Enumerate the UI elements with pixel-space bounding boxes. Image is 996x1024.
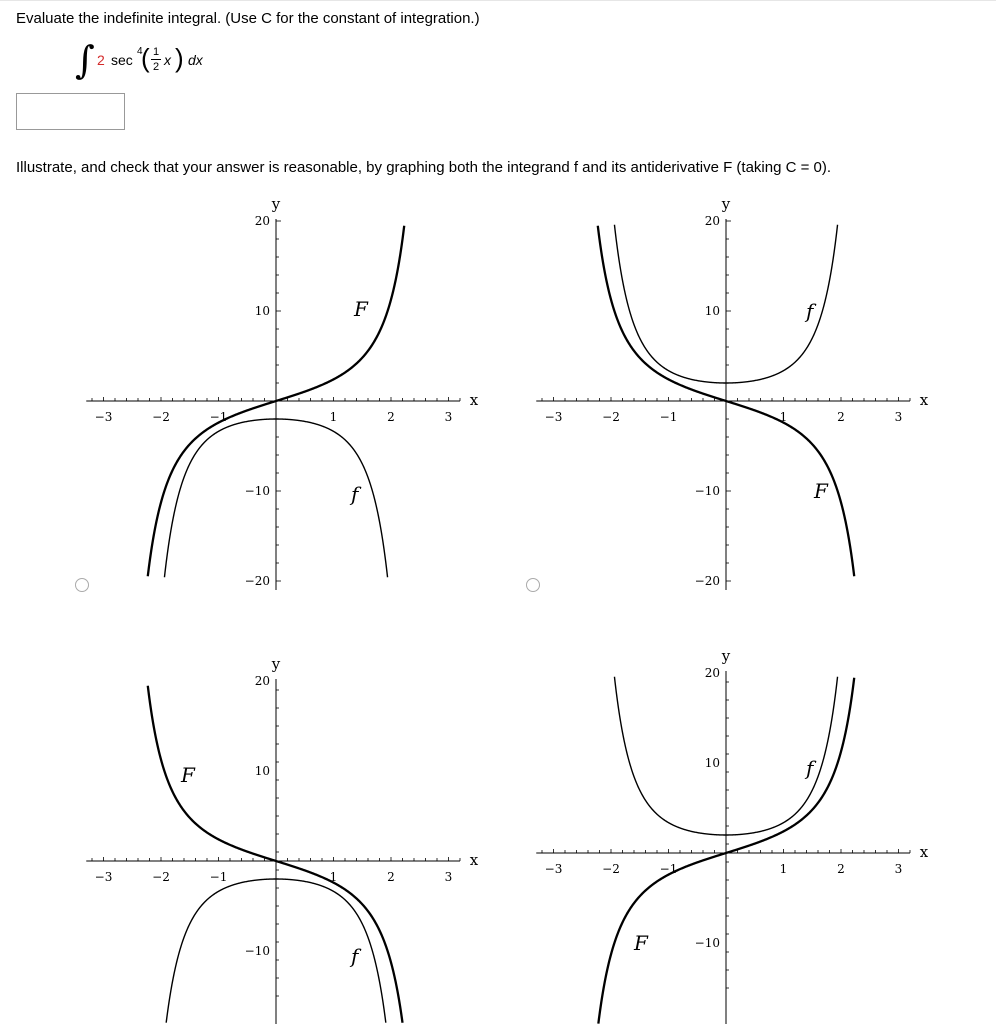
paren-right: ) xyxy=(175,43,184,73)
illustrate-text: Illustrate, and check that your answer is reasonable, by graphing both the integrand f and its antiderivative F (taking C = 0). xyxy=(16,159,832,176)
y-axis-label: y xyxy=(271,655,281,673)
integral-sign: ∫ xyxy=(75,38,95,82)
x-tick-label: −3 xyxy=(94,410,113,424)
curve-label-f: f xyxy=(351,944,359,968)
y-tick-label: 20 xyxy=(254,214,270,228)
integral-variable: x xyxy=(164,52,171,68)
y-tick-label: −10 xyxy=(694,936,720,950)
graph-option-d xyxy=(536,640,946,1024)
fraction-denominator: 2 xyxy=(152,61,160,73)
fraction xyxy=(151,46,161,73)
x-tick-label: −1 xyxy=(659,410,678,424)
x-tick-label: 3 xyxy=(894,862,903,876)
x-axis-label: x xyxy=(919,843,929,861)
curve-label-f: f xyxy=(806,299,814,323)
x-tick-label: −3 xyxy=(94,870,113,884)
x-tick-label: 1 xyxy=(329,410,338,424)
x-tick-label: 1 xyxy=(779,862,788,876)
curve-label-f: f xyxy=(351,482,359,506)
y-tick-label: −20 xyxy=(694,574,720,588)
y-tick-label: 10 xyxy=(254,304,270,318)
x-tick-label: −2 xyxy=(602,410,620,424)
question-text: Evaluate the indefinite integral. (Use C for the constant of integration.) xyxy=(16,10,480,27)
integral-expression xyxy=(75,38,235,86)
integral-power: 4 xyxy=(137,46,143,57)
y-tick-label: 10 xyxy=(704,304,720,318)
integral-differential: dx xyxy=(188,52,203,68)
x-tick-label: −2 xyxy=(152,870,170,884)
y-axis-label: y xyxy=(721,647,731,665)
x-tick-label: 2 xyxy=(387,870,395,884)
y-axis-label: y xyxy=(271,195,281,213)
y-axis-label: y xyxy=(721,195,731,213)
x-tick-label: 2 xyxy=(387,410,395,424)
x-tick-label: −2 xyxy=(602,862,620,876)
y-tick-label: 10 xyxy=(704,756,720,770)
graph-option-c xyxy=(86,640,496,1024)
x-axis-label: x xyxy=(469,391,479,409)
curve-label-F: F xyxy=(181,763,195,787)
x-tick-label: 3 xyxy=(444,870,453,884)
x-axis-label: x xyxy=(919,391,929,409)
x-tick-label: −1 xyxy=(209,870,228,884)
x-tick-label: 1 xyxy=(329,870,338,884)
fraction-numerator: 1 xyxy=(152,46,160,58)
curve-label-f: f xyxy=(806,756,814,780)
y-tick-label: −10 xyxy=(694,484,720,498)
x-axis-label: x xyxy=(469,851,479,869)
curve-label-F: F xyxy=(354,297,368,321)
graph-option-b xyxy=(536,180,946,590)
x-tick-label: −2 xyxy=(152,410,170,424)
x-tick-label: 2 xyxy=(837,410,845,424)
curve-label-F: F xyxy=(814,479,828,503)
y-tick-label: 10 xyxy=(254,764,270,778)
x-tick-label: −3 xyxy=(544,410,563,424)
curve-label-F: F xyxy=(634,931,648,955)
x-tick-label: −3 xyxy=(544,862,563,876)
x-tick-label: 1 xyxy=(779,410,788,424)
y-tick-label: 20 xyxy=(254,674,270,688)
top-divider xyxy=(0,0,996,1)
paren-left: ( xyxy=(141,43,150,73)
integral-coefficient: 2 xyxy=(97,52,105,68)
fraction-bar xyxy=(151,59,161,60)
x-tick-label: 2 xyxy=(837,862,845,876)
y-tick-label: −20 xyxy=(244,574,270,588)
y-tick-label: −10 xyxy=(244,484,270,498)
answer-input[interactable] xyxy=(16,93,125,130)
integral-function: sec xyxy=(111,52,133,68)
y-tick-label: 20 xyxy=(704,666,720,680)
x-tick-label: −1 xyxy=(209,410,228,424)
curve-F xyxy=(148,686,403,1023)
x-tick-label: 3 xyxy=(894,410,903,424)
x-tick-label: 3 xyxy=(444,410,453,424)
x-tick-label: −1 xyxy=(659,862,678,876)
y-tick-label: −10 xyxy=(244,944,270,958)
y-tick-label: 20 xyxy=(704,214,720,228)
graph-option-a xyxy=(86,180,496,590)
